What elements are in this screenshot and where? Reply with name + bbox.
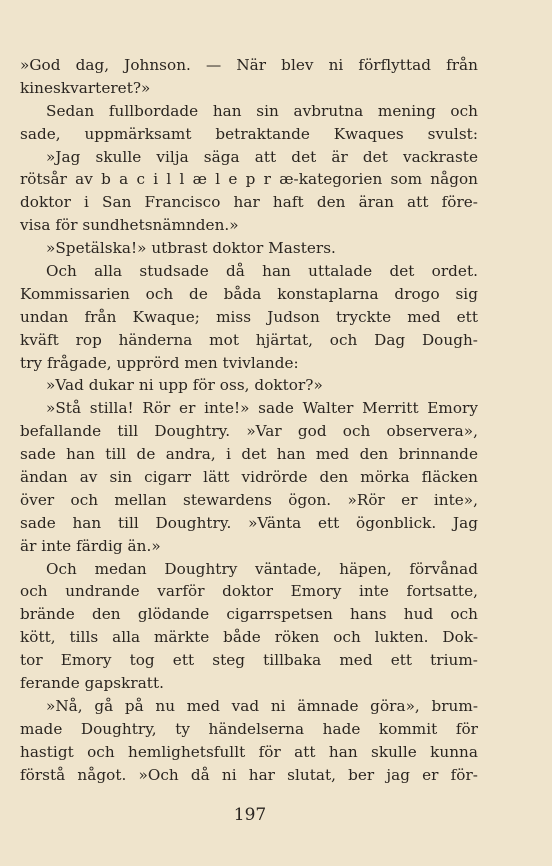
text-line: befallande till Doughtry. »Var god och observera», [20, 422, 478, 441]
text-line: made Doughtry, ty händelserna hade kommit för [20, 719, 478, 738]
text-line: Kommissarien och de båda konstaplarna drogo sig [20, 284, 478, 303]
text-line: Och alla studsade då han uttalade det ordet. [46, 262, 478, 281]
text-line: sade, uppmärksamt betraktande Kwaques svulst: [20, 124, 478, 143]
text-line: förstå något. »Och då ni har slutat, ber jag er för- [20, 765, 478, 784]
text-line: brände den glödande cigarrspetsen hans hud och [20, 605, 478, 624]
text-line: ferande gapskratt. [20, 674, 164, 693]
text-line: Sedan fullbordade han sin avbrutna mening och [46, 101, 478, 120]
page-number: 197 [233, 805, 267, 825]
text-line: »Nå, gå på nu med vad ni ämnade göra», brum- [46, 696, 478, 715]
text-line: »God dag, Johnson. — När blev ni förflyttad från [20, 56, 478, 74]
text-line: »Jag skulle vilja säga att det är det vackraste [46, 147, 478, 166]
body-text [20, 54, 478, 787]
text-line: sade han till Doughtry. »Vänta ett ögonblick. Jag [20, 513, 478, 532]
text-line: hastigt och hemlighetsfullt för att han skulle kunna [20, 742, 478, 761]
text-line: »Spetälska!» utbrast doktor Masters. [46, 239, 336, 258]
text-line: över och mellan stewardens ögon. »Rör er inte», [20, 490, 478, 509]
text-line: »Vad dukar ni upp för oss, doktor?» [46, 376, 323, 395]
text-line: kött, tills alla märkte både röken och lukten. Dok- [20, 628, 478, 647]
text-line: kineskvarteret?» [20, 78, 151, 97]
text-line: doktor i San Francisco har haft den äran att före- [20, 193, 478, 212]
text-line: Och medan Doughtry väntade, häpen, förvånad [46, 559, 478, 578]
text-line: ändan av sin cigarr lätt vidrörde den mörka fläcken [20, 468, 478, 487]
text-line: undan från Kwaque; miss Judson tryckte med ett [20, 307, 478, 326]
text-line: »Stå stilla! Rör er inte!» sade Walter Merritt Emory [46, 399, 478, 418]
text-line: sade han till de andra, i det han med den brinnande [20, 445, 478, 464]
text-line: kväft rop händerna mot hjärtat, och Dag Dough- [20, 330, 478, 349]
text-line: visa för sundhetsnämnden.» [20, 216, 239, 235]
text-line: och undrande varför doktor Emory inte fortsatte, [20, 582, 478, 601]
text-line: try frågade, upprörd men tvivlande: [20, 353, 299, 372]
text-line: rötsår av b a c i l l æ l e p r æ-kategorien som någon [20, 170, 478, 189]
text-line: är inte färdig än.» [20, 536, 161, 555]
text-line: tor Emory tog ett steg tillbaka med ett trium- [20, 651, 478, 670]
